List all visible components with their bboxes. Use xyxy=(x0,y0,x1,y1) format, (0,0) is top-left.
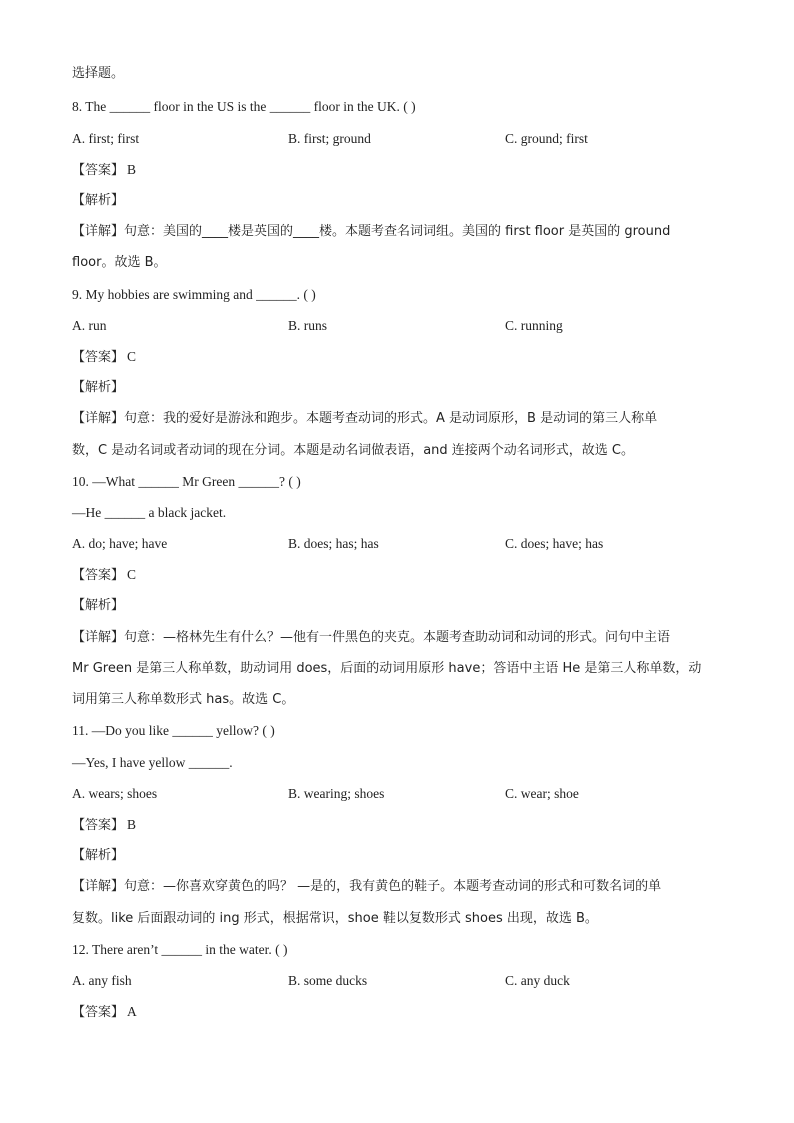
question-8-option-b: B. first; ground xyxy=(288,131,371,146)
question-11-detail-line-2: 复数。like 后面跟动词的 ing 形式，根据常识，shoe 鞋以复数形式 shoes 出现，故选 B。 xyxy=(72,911,598,926)
question-11-option-a: A. wears; shoes xyxy=(72,786,158,801)
answer-value: C xyxy=(127,349,137,364)
question-9-option-a: A. run xyxy=(72,318,107,333)
answer-label: 【答案】 xyxy=(72,818,125,833)
question-12-stem: 12. There aren’t ______ in the water. ( ) xyxy=(72,942,288,957)
question-8-detail-line-2: floor。故选 B。 xyxy=(72,255,167,270)
question-8-analysis-label: 【解析】 xyxy=(72,193,125,208)
question-12-option-a: A. any fish xyxy=(72,973,132,988)
question-11-option-b: B. wearing; shoes xyxy=(288,786,385,801)
question-10-detail-line-2: Mr Green 是第三人称单数，助动词用 does，后面的动词用原形 have；答语中主语 He 是第三人称单数，动 xyxy=(72,661,702,676)
question-8-option-c: C. ground; first xyxy=(505,131,588,146)
question-9-answer xyxy=(72,347,136,368)
question-10-option-b: B. does; has; has xyxy=(288,536,379,551)
answer-label: 【答案】 xyxy=(72,350,125,365)
answer-label: 【答案】 xyxy=(72,1005,125,1020)
question-9-option-b: B. runs xyxy=(288,318,328,333)
question-12-option-c: C. any duck xyxy=(505,973,570,988)
question-10-option-c: C. does; have; has xyxy=(505,536,604,551)
question-10-analysis-label: 【解析】 xyxy=(72,598,125,613)
answer-value: C xyxy=(127,567,137,582)
question-11-stem: 11. —Do you like ______ yellow? ( ) xyxy=(72,723,275,738)
question-10-detail-line-3: 词用第三人称单数形式 has。故选 C。 xyxy=(72,692,295,707)
question-9-detail-line-2: 数，C 是动名词或者动词的现在分词。本题是动名词做表语，and 连接两个动名词形式，故选 C。 xyxy=(72,443,635,458)
answer-label: 【答案】 xyxy=(72,163,125,178)
question-10-option-a: A. do; have; have xyxy=(72,536,168,551)
question-11-option-c: C. wear; shoe xyxy=(505,786,579,801)
question-9-option-c: C. running xyxy=(505,318,563,333)
question-12-answer xyxy=(72,1002,137,1023)
question-9-stem: 9. My hobbies are swimming and ______. ( ) xyxy=(72,287,316,302)
question-9-analysis-label: 【解析】 xyxy=(72,380,125,395)
question-10-answer xyxy=(72,565,136,586)
question-8-stem: 8. The ______ floor in the US is the ______ floor in the UK. ( ) xyxy=(72,99,416,114)
question-8-answer xyxy=(72,160,136,181)
question-10-stem: 10. —What ______ Mr Green ______? ( ) xyxy=(72,474,301,489)
question-9-detail-line-1: 【详解】句意：我的爱好是游泳和跑步。本题考查动词的形式。A 是动词原形，B 是动词的第三人称单 xyxy=(72,411,658,426)
answer-value: B xyxy=(127,817,137,832)
answer-value: B xyxy=(127,162,137,177)
question-12-option-b: B. some ducks xyxy=(288,973,368,988)
section-intro: 选择题。 xyxy=(72,66,125,81)
question-11-stem-reply: —Yes, I have yellow ______. xyxy=(72,755,233,770)
answer-value: A xyxy=(127,1004,137,1019)
question-8-option-a: A. first; first xyxy=(72,131,140,146)
question-10-stem-reply: —He ______ a black jacket. xyxy=(72,505,227,520)
question-11-detail-line-1: 【详解】句意：—你喜欢穿黄色的吗？ —是的，我有黄色的鞋子。本题考查动词的形式和可数名词的单 xyxy=(72,879,662,894)
answer-label: 【答案】 xyxy=(72,568,125,583)
question-10-detail-line-1: 【详解】句意：—格林先生有什么？—他有一件黑色的夹克。本题考查助动词和动词的形式。问句中主语 xyxy=(72,630,671,645)
question-11-analysis-label: 【解析】 xyxy=(72,848,125,863)
question-8-detail-line-1: 【详解】句意：美国的____楼是英国的____楼。本题考查名词词组。美国的 first floor 是英国的 ground xyxy=(72,224,671,239)
question-11-answer xyxy=(72,815,136,836)
